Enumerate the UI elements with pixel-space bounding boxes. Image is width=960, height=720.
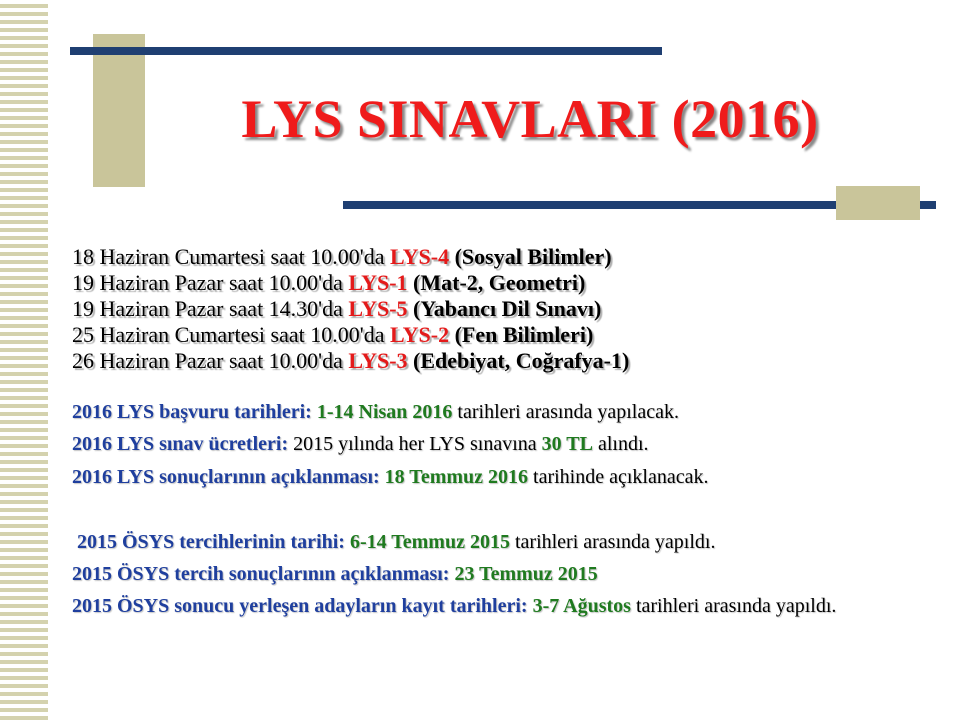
- vertical-accent-bar: [93, 34, 145, 187]
- schedule-date: 19 Haziran Pazar saat 10.00'da: [72, 270, 349, 295]
- exam-schedule: [72, 244, 932, 374]
- exam-code: LYS-3: [348, 348, 408, 373]
- exam-subject: (Edebiyat, Coğrafya-1): [407, 348, 630, 373]
- info-ucret: [72, 432, 938, 456]
- schedule-date: 26 Haziran Pazar saat 10.00'da: [72, 348, 349, 373]
- schedule-line: [72, 322, 932, 348]
- exam-code: LYS-1: [348, 270, 408, 295]
- schedule-line: [72, 296, 932, 322]
- exam-code: LYS-5: [348, 296, 408, 321]
- schedule-date: 25 Haziran Cumartesi saat 10.00'da: [72, 322, 390, 347]
- info-text: tarihinde açıklanacak.: [528, 466, 709, 488]
- info-value: 3-7 Ağustos: [532, 595, 631, 617]
- left-stripe-decoration: [0, 0, 48, 720]
- schedule-line: [72, 348, 932, 374]
- info-text: tarihleri arasında yapıldı.: [509, 531, 716, 553]
- info-value: 23 Temmuz 2015: [454, 563, 598, 585]
- info-text: 2015 yılında her LYS sınavına: [288, 433, 542, 455]
- info-label: 2016 LYS başvuru tarihleri:: [72, 401, 317, 423]
- info-label: 2016 LYS sonuçlarının açıklanması:: [72, 466, 385, 488]
- schedule-date: 19 Haziran Pazar saat 14.30'da: [72, 296, 349, 321]
- schedule-line: [72, 270, 932, 296]
- info-text: tarihleri arasında yapıldı.: [630, 595, 837, 617]
- exam-subject: (Sosyal Bilimler): [449, 244, 612, 269]
- exam-subject: (Yabancı Dil Sınavı): [407, 296, 602, 321]
- exam-code: LYS-2: [389, 322, 450, 347]
- info-label: 2015 ÖSYS tercihlerinin tarihi:: [77, 531, 350, 553]
- info-tercih: [77, 530, 943, 554]
- exam-subject: (Mat-2, Geometri): [407, 270, 586, 295]
- info-label: 2015 ÖSYS tercih sonuçlarının açıklanması:: [72, 563, 455, 585]
- info-value: 18 Temmuz 2016: [384, 466, 529, 488]
- exam-code: LYS-4: [389, 244, 450, 269]
- info-label: 2016 LYS sınav ücretleri:: [72, 433, 289, 455]
- info-text: tarihleri arasında yapılacak.: [452, 401, 679, 423]
- info-label: 2015 ÖSYS sonucu yerleşen adayların kayıt tarihleri:: [72, 595, 533, 617]
- info-kayit: [72, 594, 938, 618]
- info-basvuru: [72, 400, 938, 424]
- info-value: 30 TL: [541, 433, 593, 455]
- info-value: 6-14 Temmuz 2015: [349, 531, 510, 553]
- info-tercih-sonuc: [72, 562, 938, 586]
- top-rule-line: [70, 47, 662, 55]
- info-text: alındı.: [592, 433, 649, 455]
- schedule-date: 18 Haziran Cumartesi saat 10.00'da: [72, 244, 390, 269]
- accent-square: [836, 186, 920, 220]
- exam-subject: (Fen Bilimleri): [449, 322, 594, 347]
- schedule-line: [72, 244, 932, 270]
- slide-title: LYS SINAVLARI (2016): [241, 89, 819, 149]
- info-sonuc: [72, 465, 938, 489]
- info-value: 1-14 Nisan 2016: [316, 401, 453, 423]
